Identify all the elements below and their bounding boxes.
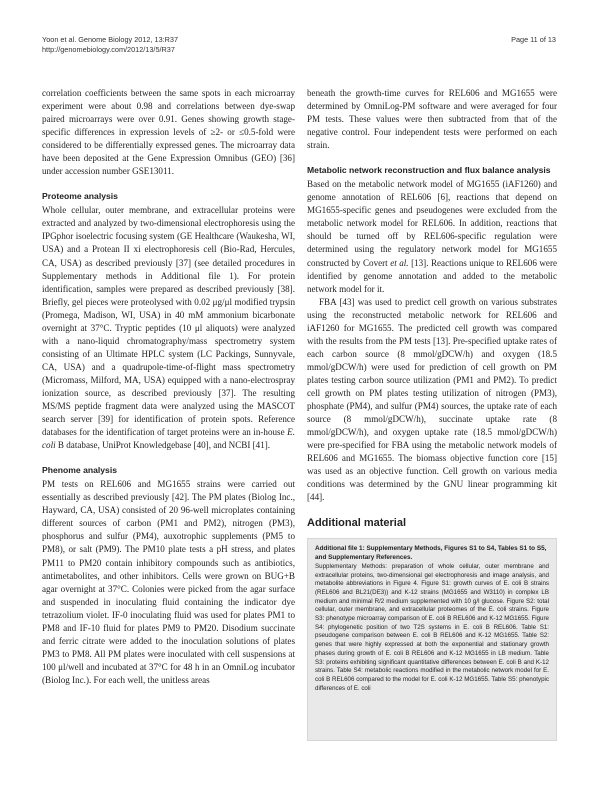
fba-paragraph: FBA [43] was used to predict cell growth on various substrates using the reconstructed metabolic network for REL606 and iAF1260 for MG1655. The predicted cell growth was compared with the results from the PM tests [13]. Pre-specified uptake rates of each carbon source (8 mmol/gDCW/h) and oxygen (18.5 mmol/gDCW/h) were used for prediction of cell growth on PM plates testing carbon source utilization (PM1 and PM2). To predict cell growth on PM plates testing utilization of nitrogen (PM3), phosphate (PM4), and sulfur (PM4) sources, the uptake rate of each source (8 mmol/gDCW/h), succinate uptake rate (8 mmol/gDCW/h), and oxygen uptake rate (18.5 mmol/gDCW/h) were pre-specified for FBA using the metabolic network models of REL606 and MG1655. The biomass objective function core [15] was used as an objective function. Cell growth on various media conditions was determined by the GNU linear programming kit [44]. — [307, 296, 557, 503]
right-column — [307, 87, 557, 741]
citation-line: Yoon et al. Genome Biology 2012, 13:R37 — [42, 35, 179, 44]
article-url[interactable]: http://genomebiology.com/2012/13/5/R37 — [42, 45, 175, 54]
metabolic-network-paragraph — [307, 178, 557, 295]
page-number: Page 11 of 13 — [511, 35, 556, 44]
running-header-left — [42, 35, 178, 55]
additional-file-description: Supplementary Methods: preparation of whole cellular, outer membrane and extracellular proteins, two-dimensional gel electrophoresis and image analysis, and metabolite abbreviations in Figure 4. Figure S1: growth curves of E. coli B strains (REL606 and BL21(DE3)) and K-12 strains (MG1655 and W3110) in complex LB medium and minimal R/2 medium supplemented with 10 g/l glucose. Figure S2: total cellular, outer membrane, and extracellular proteomes of the E. coli strains. Figure S3: phenotype microarray comparison of E. coli B REL606 and K-12 MG1655. Figure S4: phylogenetic position of two T2S systems in E. coli B REL606. Table S1: pseudogene comparison between E. coli B REL606 and K-12 MG1655. Table S2: genes that were highly expressed at both the exponential and stationary growth phases during growth of E. coli B REL606 and K-12 MG1655 in LB medium. Table S3: proteins exhibiting significant quantitative differences between E. coli B and K-12 strains. Table S4: metabolic reactions modified in the metabolic network model for E. coli B REL606 compared to the model for E. coli K-12 MG1655. Table S5: phenotypic differences of E. coli — [315, 562, 549, 692]
proteome-text-end: B database, UniProt Knowledgebase [40], and NCBI [41]. — [57, 440, 271, 451]
proteome-text: Whole cellular, outer membrane, and extracellular proteins were extracted and analyzed by two-dimensional electrophoresis using the IPGphor isoelectric focusing system (GE Healthcare (Waukesha, WI, USA) and a Protean II xi electrophoresis cell (Bio-Rad, Hercules, CA, USA) as described previously [37] (see detailed procedures in Supplementary methods in Additional file 1). For protein identification, samples were prepared as described previously [38]. Briefly, gel pieces were proteolysed with 0.02 μg/μl modified trypsin (Promega, Madison, WI, USA) in 40 mM ammonium bicarbonate overnight at 37°C. Tryptic peptides (10 μl aliquots) were analyzed with a nano-liquid chromatography/mass spectrometry system consisting of an Ultimate HPLC system (LC Packings, Sunnyvale, CA, USA) and a quadrupole-time-of-flight mass spectrometry (Micromass, Milford, MA, USA) equipped with a nano-electrospray ionization source, as described previously [37]. The resulting MS/MS peptide fragment data were analyzed using the MASCOT search server [39] for identification of protein spots. Reference databases for the identification of target proteins were an in-house — [42, 205, 295, 438]
ecoli-italic: E. coli — [42, 427, 295, 451]
et-al-italic: et al. — [390, 257, 409, 268]
additional-file-title[interactable]: Additional file 1: Supplementary Methods, Figures S1 to S4, Tables S1 to S5, and Supplementary References. — [315, 545, 547, 562]
metabolic-text-b: [13]. Reactions unique to REL606 were identified by genome annotation and added to the metabolic network model for it. — [307, 257, 558, 294]
additional-file-box — [307, 538, 557, 741]
metabolic-network-heading: Metabolic network reconstruction and flux balance analysis — [307, 165, 551, 176]
phenome-analysis-heading: Phenome analysis — [42, 465, 117, 476]
phenome-paragraph: PM tests on REL606 and MG1655 strains were carried out essentially as described previously [42]. The PM plates (Biolog Inc., Hayward, CA, USA) consisted of 20 96-well microplates containing different sources of carbon (PM1 and PM2), nitrogen (PM3), phosphorus and sulfur (PM4), auxotrophic supplements (PM5 to PM8), or salt (PM9). The PM10 plate tests a pH stress, and plates PM11 to PM20 contain inhibitory compounds such as antibiotics, antimetabolites, and other inhibitors. Cells were grown on BUG+B agar overnight at 37°C. Colonies were picked from the agar surface and suspended in inoculating fluid containing the indicator dye tetrazolium violet. IF-0 inoculating fluid was used for plates PM1 to PM8 and IF-10 fluid for plates PM9 to PM20. Disodium succinate and ferric citrate were added to the inoculation solutions of plates PM3 to PM8. All PM plates were inoculated with cell suspensions at 100 μl/well and incubated at 37°C for 48 h in an OmniLog incubator (Biolog Inc.). For each well, the unitless areas — [42, 479, 295, 685]
proteome-analysis-heading: Proteome analysis — [42, 191, 118, 202]
proteome-paragraph — [42, 204, 295, 452]
metabolic-text-a: Based on the metabolic network model of MG1655 (iAF1260) and genome annotation of REL606 [6], reactions that depend on MG1655-specific genes and pseudogenes were excluded from the metabolic network model for REL606. In addition, reactions that should be turned off by REL606-specific regulation were determined using the regulatory network model for MG1655 constructed by Covert — [307, 179, 557, 268]
left-column — [42, 87, 295, 687]
additional-material-heading: Additional material — [307, 517, 407, 530]
microarray-paragraph: correlation coefficients between the same spots in each microarray experiment were about 0.98 and correlations between dye-swap paired microarrays were over 0.91. Genes showing growth stage-specific differences in expression levels of ≥2- or ≤0.5-fold were considered to be differentially expressed genes. The microarray data have been deposited at the Gene Expression Omnibus (GEO) [36] under accession number GSE13011. — [42, 88, 295, 177]
phenome-continued-paragraph: beneath the growth-time curves for REL606 and MG1655 were determined by OmniLog-PM software and were averaged for four PM tests. These values were then subtracted from that of the negative control. Four independent tests were performed on each strain. — [307, 88, 557, 151]
